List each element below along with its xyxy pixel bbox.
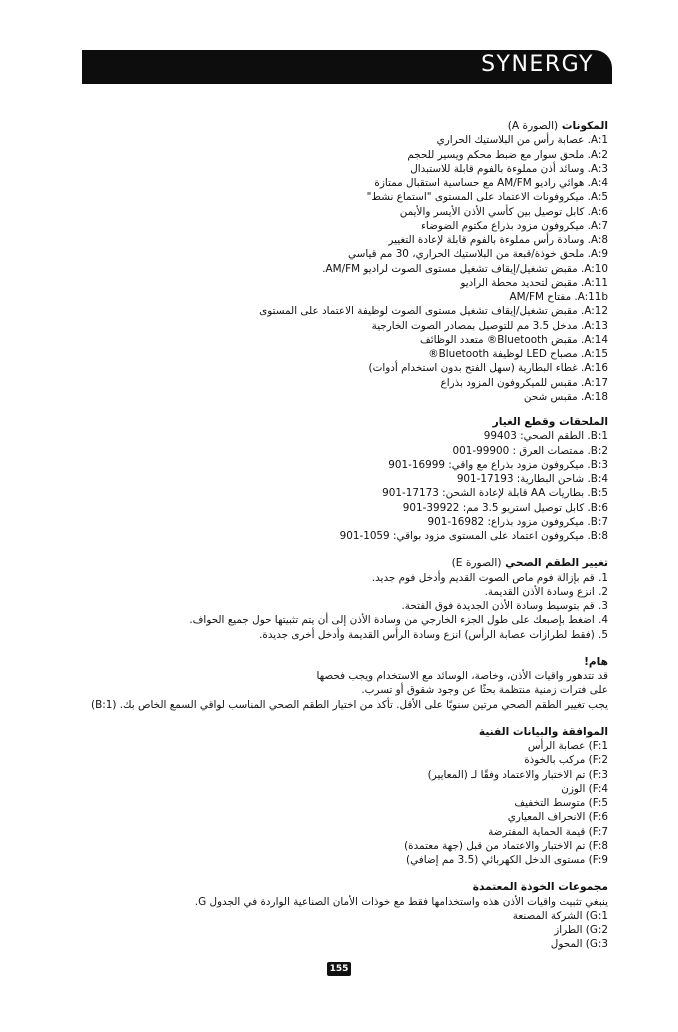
list-item: B:4. شاحن البطارية: 17193-901 — [456, 473, 608, 485]
list-item: A:10. مقبض تشغيل/إيقاف تشغيل مستوى الصوت لراديو AM/FM. — [322, 262, 608, 275]
list-item: B:5. بطاريات AA قابلة لإعادة الشحن: 17173-901 — [382, 487, 608, 500]
list-item: G:1) الشركة المصنعة — [512, 909, 608, 922]
accessories-heading: الملحقات وقطع الغيار — [492, 416, 608, 428]
list-item: F:1) عصابة الرأس — [527, 740, 608, 752]
list-item: 3. قم بتوسيط وسادة الأذن الجديدة فوق الفتحة. — [401, 600, 608, 612]
list-item: A:6. كابل توصيل بين كأسي الأذن الأيسر والأيمن — [399, 205, 608, 218]
hygiene-steps — [60, 571, 608, 642]
list-item: قد تتدهور واقيات الأذن، وخاصة، الوسائد مع الاستخدام ويجب فحصها — [316, 670, 608, 682]
list-item: B:2. ممتصات العرق : 99900-001 — [452, 444, 608, 457]
list-item: A:9. ملحق خوذة/قبعة من البلاستيك الحراري، 30 مم قياسي — [347, 248, 608, 261]
technical-section — [60, 725, 608, 868]
components-heading: المكونات — [561, 120, 608, 132]
important-heading: هام! — [584, 655, 608, 668]
list-item: G:3) المحول — [550, 938, 608, 951]
list-item: A:13. مدخل 3.5 مم للتوصيل بمصادر الصوت الخارجية — [371, 319, 608, 332]
hygiene-heading: تغيير الطقم الصحي — [505, 557, 608, 570]
list-item: A:16. غطاء البطارية (سهل الفتح بدون استخدام أدوات) — [368, 362, 608, 375]
list-item: A:14. مقبض Bluetooth® متعدد الوظائف — [419, 333, 608, 346]
list-item: A:15. مصباح LED لوظيفة Bluetooth® — [428, 348, 608, 360]
list-item: A:2. ملحق سوار مع ضبط محكم ويسير للحجم — [407, 148, 608, 161]
list-item: A:18. مقبس شحن — [523, 390, 608, 403]
list-item: B:3. ميكروفون مزود بذراع مع واقي: 16999-901 — [388, 458, 608, 471]
list-item: F:7) قيمة الحماية المفترضة — [488, 825, 608, 838]
list-item: على فترات زمنية منتظمة بحثًا عن وجود شقوق أو تسرب. — [361, 684, 608, 697]
technical-heading: الموافقة والبيانات الفنية — [478, 725, 608, 738]
list-item: 2. انزع وسادة الأذن القديمة. — [484, 585, 608, 598]
list-item: F:4) الوزن — [561, 782, 608, 795]
helmet-intro: ينبغي تثبيت واقيات الأذن هذه واستخدامها فقط مع خوذات الأمان الصناعية الواردة في الجدول G. — [194, 895, 608, 908]
list-item: A:17. مقبس للميكروفون المزود بذراع — [440, 376, 608, 389]
list-item: F:2) مركب بالخوذة — [524, 754, 608, 767]
important-section — [60, 655, 608, 712]
list-item: A:5. ميكروفونات الاعتماد على المستوى "استماع نشط" — [366, 191, 608, 204]
brand-logo: SYNERGY — [481, 52, 594, 77]
components-section — [60, 119, 608, 404]
brand-banner — [82, 50, 612, 84]
list-item: F:3) تم الاختبار والاعتماد وفقًا لـ (المعايير) — [427, 768, 608, 781]
list-item: 5. (فقط لطرازات عصابة الرأس) انزع وسادة الرأس القديمة وأدخل أخرى جديدة. — [259, 628, 608, 641]
list-item: A:8. وسادة رأس مملوءة بالفوم قابلة لإعادة التغيير — [388, 234, 608, 246]
hygiene-section — [60, 556, 608, 642]
list-item: B:1. الطقم الصحي: 99403 — [483, 430, 608, 443]
section-heading — [60, 119, 608, 133]
technical-list — [60, 739, 608, 867]
list-item: F:9) مستوى الدخل الكهربائي (3.5 مم إضافي) — [406, 854, 608, 866]
helmet-heading: مجموعات الخوذة المعتمدة — [472, 881, 608, 894]
manual-content — [60, 119, 608, 952]
helmet-list — [60, 895, 608, 952]
list-item: يجب تغيير الطقم الصحي مرتين سنويًا على الأقل. تأكد من اختيار الطقم الصحي المناسب لواقي السمع الخاص بك. (B:1) — [91, 698, 608, 711]
important-lines — [60, 669, 608, 712]
list-item: B:6. كابل توصيل استريو 3.5 مم: 39922-901 — [402, 501, 608, 514]
helmet-section — [60, 880, 608, 951]
list-item: 1. قم بإزالة فوم ماص الصوت القديم وأدخل فوم جديد. — [371, 571, 608, 584]
list-item: A:7. ميكروفون مزود بذراع مكتوم الضوضاء — [421, 219, 608, 232]
accessories-section — [60, 415, 608, 543]
components-heading-note: (الصورة A) — [507, 120, 559, 132]
list-item: B:7. ميكروفون مزود بذراع: 16982-901 — [427, 515, 608, 528]
list-item: F:8) تم الاختبار والاعتماد من قبل (جهة معتمدة) — [404, 839, 608, 852]
section-heading — [60, 556, 608, 570]
list-item: 4. اضغط بإصبعك على طول الجزء الخارجي من وسادة الأذن إلى أن يتم تثبيتها حول جميع الحواف. — [189, 614, 608, 627]
list-item: A:11b. مفتاح AM/FM — [509, 291, 608, 303]
list-item: B:8. ميكروفون اعتماد على المستوى مزود بواقي: 1059-901 — [339, 530, 608, 542]
accessories-list — [60, 429, 608, 543]
components-list — [60, 133, 608, 404]
list-item: A:1. عصابة رأس من البلاستيك الحراري — [436, 134, 608, 147]
list-item: A:4. هوائي راديو AM/FM مع حساسية استقبال ممتازة — [374, 177, 608, 189]
page-number: 155 — [327, 962, 351, 976]
list-item: F:5) متوسط التخفيف — [514, 797, 608, 809]
hygiene-heading-note: (الصورة E) — [451, 557, 502, 570]
list-item: A:12. مقبض تشغيل/إيقاف تشغيل مستوى الصوت لوظيفة الاعتماد على المستوى — [259, 305, 608, 318]
list-item: F:6) الانحراف المعياري — [507, 811, 608, 824]
list-item: A:3. وسائد أذن مملوءة بالفوم قابلة للاستبدال — [410, 162, 608, 175]
list-item: A:11. مقبض لتحديد محطة الراديو — [460, 276, 608, 289]
list-item: G:2) الطراز — [554, 924, 608, 936]
